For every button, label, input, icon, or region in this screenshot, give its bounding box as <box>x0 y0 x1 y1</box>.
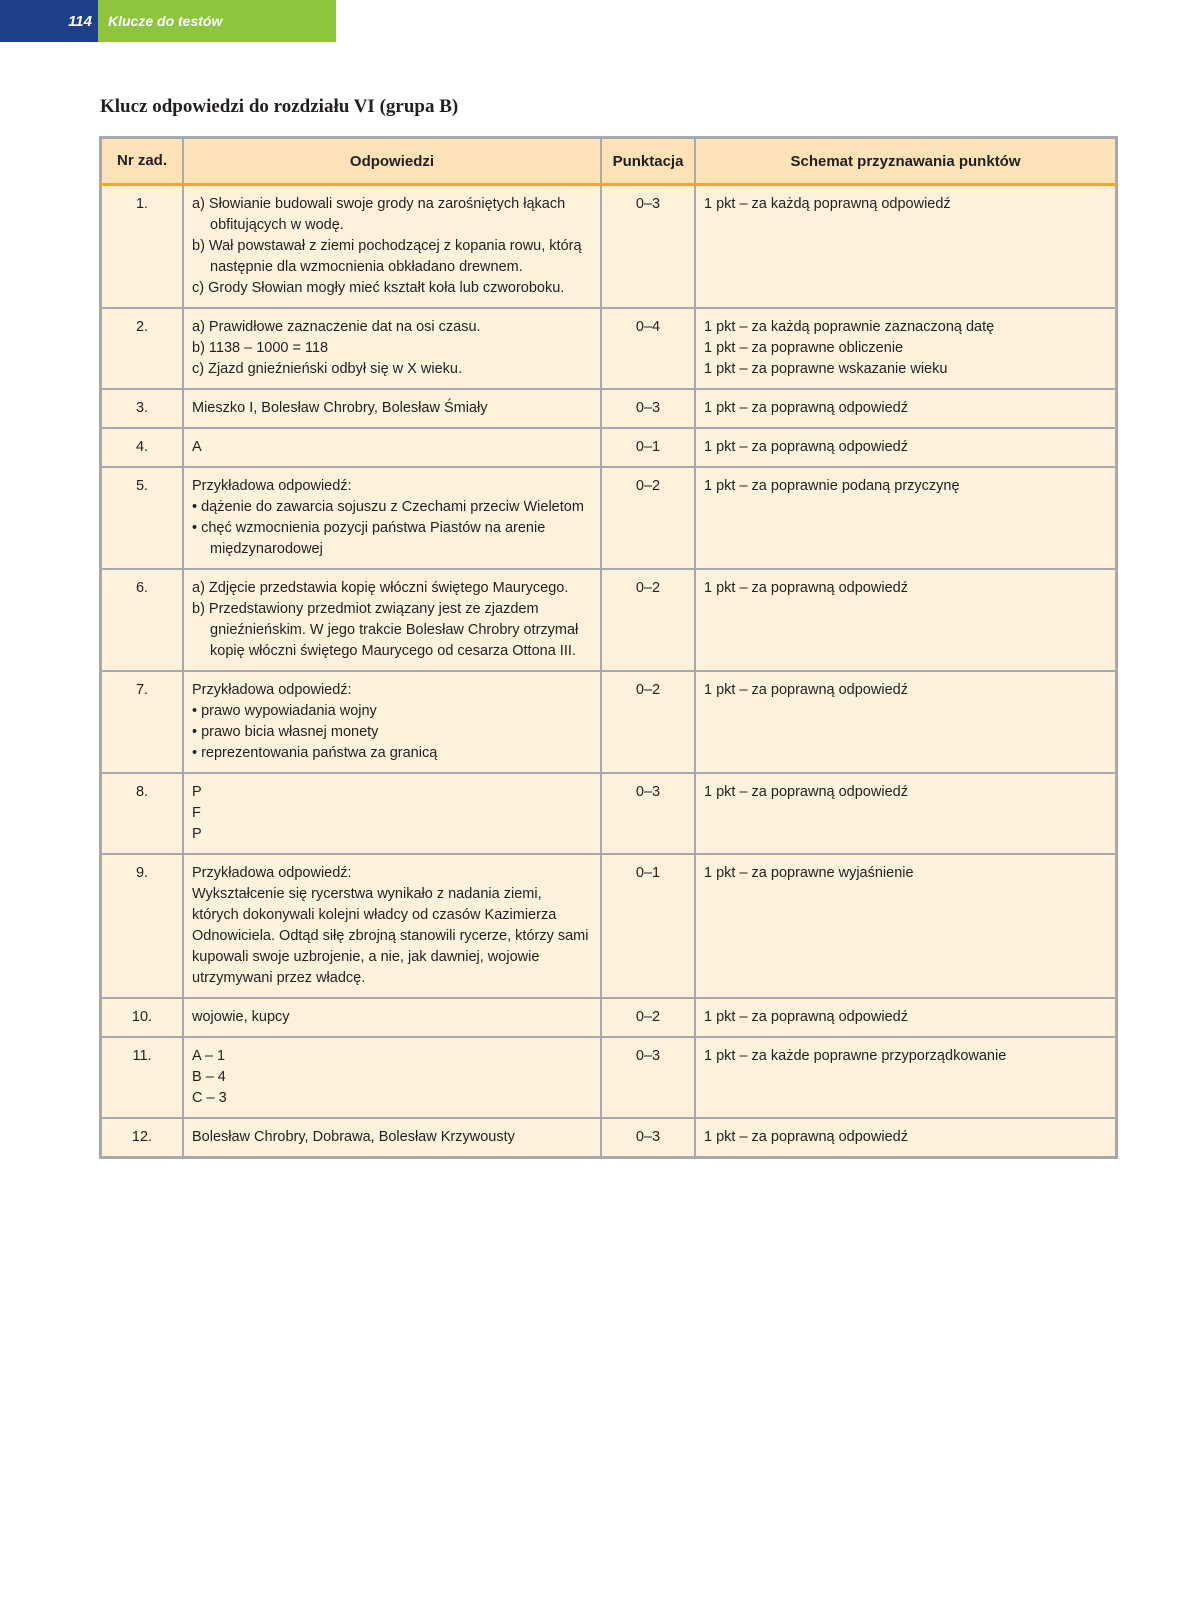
answer-line: A <box>192 439 202 455</box>
table-row <box>101 185 1117 309</box>
answer-line: • prawo wypowiadania wojny <box>192 703 377 719</box>
scheme-line: 1 pkt – za każde poprawne przyporządkowanie <box>704 1048 1007 1064</box>
column-header-nr: Nr zad. <box>101 138 184 185</box>
column-header-points: Punktacja <box>601 138 695 185</box>
table-row <box>101 671 1117 773</box>
answer-line: P <box>192 784 202 800</box>
scheme-cell <box>695 671 1117 773</box>
answer-line: c) Grody Słowian mogły mieć kształt koła lub czworoboku. <box>192 280 565 296</box>
answer-line: c) Zjazd gnieźnieński odbył się w X wieku. <box>192 361 462 377</box>
table-row <box>101 467 1117 569</box>
answer-line: Przykładowa odpowiedź: <box>192 865 352 881</box>
table-row <box>101 998 1117 1037</box>
scheme-cell <box>695 1037 1117 1118</box>
points-cell: 0–2 <box>601 569 695 671</box>
scheme-cell <box>695 1118 1117 1158</box>
answer-line: b) Przedstawiony przedmiot związany jest ze zjazdem gnieźnieńskim. W jego trakcie Bolesław Chrobry otrzymał kopię włóczni świętego Maurycego od cesarza Ottona III. <box>192 601 579 659</box>
points-cell: 0–3 <box>601 389 695 428</box>
table-row <box>101 854 1117 998</box>
answer-line: Przykładowa odpowiedź: <box>192 682 352 698</box>
points-cell: 0–1 <box>601 428 695 467</box>
scheme-line: 1 pkt – za poprawnie podaną przyczynę <box>704 478 960 494</box>
answer-cell <box>183 308 601 389</box>
scheme-line: 1 pkt – za poprawną odpowiedź <box>704 682 908 698</box>
scheme-line: 1 pkt – za każdą poprawnie zaznaczoną datę <box>704 319 995 335</box>
answer-line: F <box>192 805 201 821</box>
answer-line: a) Zdjęcie przedstawia kopię włóczni świętego Maurycego. <box>192 580 569 596</box>
task-number: 5. <box>101 467 184 569</box>
scheme-cell <box>695 854 1117 998</box>
scheme-line: 1 pkt – za poprawne wskazanie wieku <box>704 361 948 377</box>
task-number: 7. <box>101 671 184 773</box>
task-number: 2. <box>101 308 184 389</box>
table-row <box>101 773 1117 854</box>
scheme-line: 1 pkt – za każdą poprawną odpowiedź <box>704 196 951 212</box>
answer-cell <box>183 1037 601 1118</box>
answer-line: • chęć wzmocnienia pozycji państwa Piastów na arenie międzynarodowej <box>192 520 546 557</box>
points-cell: 0–4 <box>601 308 695 389</box>
answer-cell <box>183 998 601 1037</box>
scheme-cell <box>695 773 1117 854</box>
answer-line: B – 4 <box>192 1069 226 1085</box>
task-number: 3. <box>101 389 184 428</box>
table-header-row <box>101 138 1117 185</box>
answer-cell <box>183 671 601 773</box>
table-row <box>101 1118 1117 1158</box>
table-row <box>101 1037 1117 1118</box>
answer-line: • reprezentowania państwa za granicą <box>192 745 438 761</box>
scheme-line: 1 pkt – za poprawną odpowiedź <box>704 784 908 800</box>
answer-line: Mieszko I, Bolesław Chrobry, Bolesław Śmiały <box>192 400 488 416</box>
answer-cell <box>183 428 601 467</box>
scheme-cell <box>695 185 1117 309</box>
table-row <box>101 389 1117 428</box>
answer-cell <box>183 1118 601 1158</box>
points-cell: 0–2 <box>601 467 695 569</box>
answer-cell <box>183 773 601 854</box>
task-number: 6. <box>101 569 184 671</box>
points-cell: 0–3 <box>601 773 695 854</box>
task-number: 12. <box>101 1118 184 1158</box>
scheme-cell <box>695 467 1117 569</box>
task-number: 1. <box>101 185 184 309</box>
task-number: 10. <box>101 998 184 1037</box>
table-row <box>101 569 1117 671</box>
section-label: Klucze do testów <box>98 0 336 42</box>
answer-line: Bolesław Chrobry, Dobrawa, Bolesław Krzywousty <box>192 1129 515 1145</box>
answer-line: P <box>192 826 202 842</box>
answer-line: wojowie, kupcy <box>192 1009 290 1025</box>
page-number: 114 <box>0 0 98 42</box>
task-number: 8. <box>101 773 184 854</box>
answer-line: Przykładowa odpowiedź: <box>192 478 352 494</box>
answer-line: • prawo bicia własnej monety <box>192 724 379 740</box>
scheme-cell <box>695 389 1117 428</box>
page-header <box>0 0 336 42</box>
column-header-answers: Odpowiedzi <box>183 138 601 185</box>
points-cell: 0–2 <box>601 671 695 773</box>
answer-cell <box>183 569 601 671</box>
scheme-line: 1 pkt – za poprawne obliczenie <box>704 340 904 356</box>
scheme-line: 1 pkt – za poprawną odpowiedź <box>704 439 908 455</box>
answer-line: • dążenie do zawarcia sojuszu z Czechami przeciw Wieletom <box>192 499 584 515</box>
answer-cell <box>183 185 601 309</box>
scheme-line: 1 pkt – za poprawną odpowiedź <box>704 400 908 416</box>
scheme-line: 1 pkt – za poprawną odpowiedź <box>704 580 908 596</box>
task-number: 9. <box>101 854 184 998</box>
points-cell: 0–3 <box>601 1037 695 1118</box>
scheme-line: 1 pkt – za poprawne wyjaśnienie <box>704 865 914 881</box>
answer-key-table <box>99 136 1118 1159</box>
scheme-cell <box>695 428 1117 467</box>
points-cell: 0–1 <box>601 854 695 998</box>
page-title: Klucz odpowiedzi do rozdziału VI (grupa B) <box>100 96 459 117</box>
answer-line: a) Słowianie budowali swoje grody na zarośniętych łąkach obfitujących w wodę. <box>192 196 566 233</box>
answer-line: b) Wał powstawał z ziemi pochodzącej z kopania rowu, którą następnie dla wzmocnienia obkładano drewnem. <box>192 238 582 275</box>
points-cell: 0–3 <box>601 185 695 309</box>
answer-cell <box>183 854 601 998</box>
scheme-line: 1 pkt – za poprawną odpowiedź <box>704 1129 908 1145</box>
answer-line: Wykształcenie się rycerstwa wynikało z nadania ziemi, których dokonywali kolejni władcy od czasów Kazimierza Odnowiciela. Odtąd siłę zbrojną stanowili rycerze, którzy sami kupowali swoje uzbrojenie, a nie, jak dawniej, wojowie utrzymywani przez władcę. <box>192 886 589 986</box>
scheme-cell <box>695 569 1117 671</box>
column-header-scheme: Schemat przyznawania punktów <box>695 138 1117 185</box>
points-cell: 0–2 <box>601 998 695 1037</box>
task-number: 11. <box>101 1037 184 1118</box>
table-row <box>101 428 1117 467</box>
task-number: 4. <box>101 428 184 467</box>
answer-line: a) Prawidłowe zaznaczenie dat na osi czasu. <box>192 319 481 335</box>
answer-cell <box>183 467 601 569</box>
answer-line: b) 1138 – 1000 = 118 <box>192 340 329 356</box>
table-row <box>101 308 1117 389</box>
answer-cell <box>183 389 601 428</box>
scheme-line: 1 pkt – za poprawną odpowiedź <box>704 1009 908 1025</box>
answer-line: A – 1 <box>192 1048 226 1064</box>
scheme-cell <box>695 308 1117 389</box>
answer-line: C – 3 <box>192 1090 227 1106</box>
scheme-cell <box>695 998 1117 1037</box>
points-cell: 0–3 <box>601 1118 695 1158</box>
